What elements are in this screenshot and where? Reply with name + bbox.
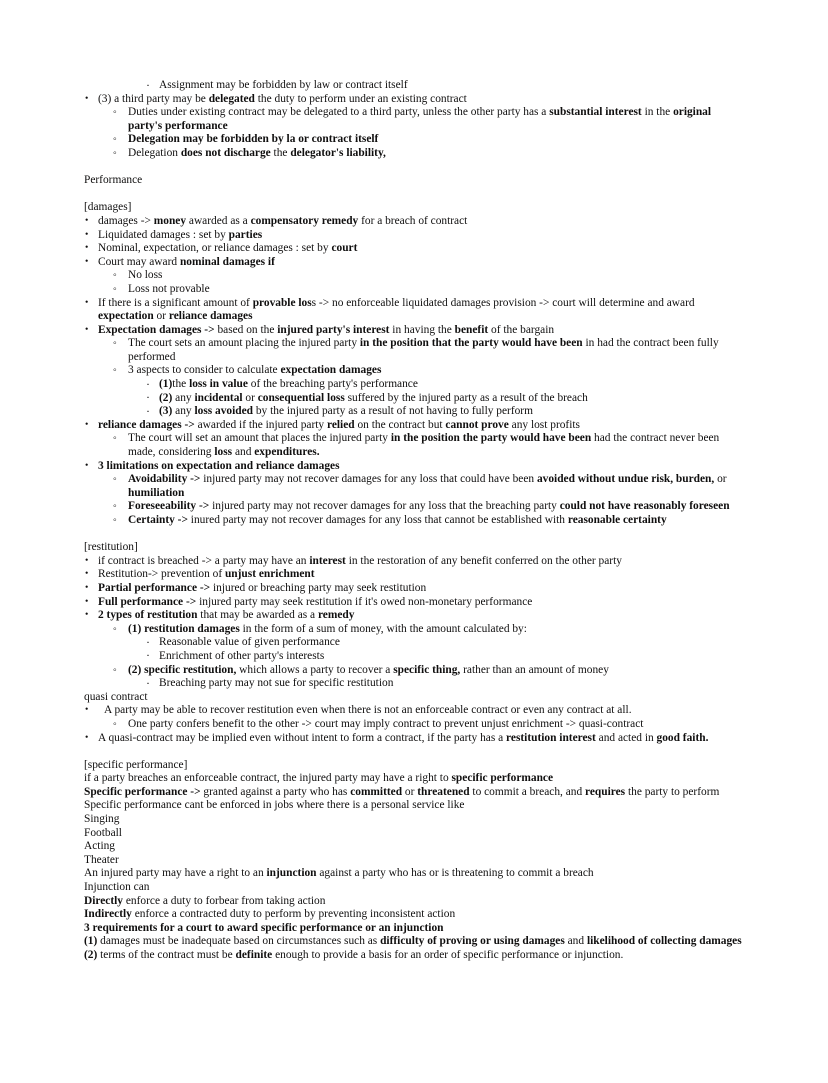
bullet-level1-item: • If there is a significant amount of provable loss -> no enforceable liquidated damages provision -> court will determine and award expectation or reliance damages [84, 297, 748, 324]
bullet-level1-item: • A party may be able to recover restitution even when there is not an enforceable contract or even any contract at all. [84, 704, 748, 718]
bullet-level3-item: · Enrichment of other party's interests [84, 650, 748, 664]
bullet-level2-item: ◦ The court sets an amount placing the injured party in the position that the party would have been in had the contract been fully performed [84, 337, 748, 364]
paragraph-line: [restitution] [84, 541, 138, 554]
bullet-level2-item: ◦ Duties under existing contract may be delegated to a third party, unless the other party has a substantial interest in the original party's performance [84, 106, 748, 133]
bullet-level1-item: • Expectation damages -> based on the injured party's interest in having the benefit of the bargain [84, 324, 748, 338]
blank-line [84, 528, 748, 542]
bullet-level1-item: • Liquidated damages : set by parties [84, 229, 748, 243]
bullet-level3-item: · Reasonable value of given performance [84, 636, 748, 650]
bullet-level1-item: • Nominal, expectation, or reliance damages : set by court [84, 242, 748, 256]
paragraph-line: Performance [84, 174, 143, 187]
bullet-level2-item: ◦ The court will set an amount that places the injured party in the position the party would have been had the contract never been made, considering loss and expenditures. [84, 432, 748, 459]
bullet-level1-item: • 3 limitations on expectation and reliance damages [84, 460, 748, 474]
bullet-level1-item: • 2 types of restitution that may be awarded as a remedy [84, 609, 748, 623]
bullet-level1-item: • Full performance -> injured party may seek restitution if it's owed non-monetary performance [84, 596, 748, 610]
blank-line [84, 188, 748, 202]
paragraph-line: [damages] [84, 201, 132, 214]
bullet-level2-item: ◦ Delegation may be forbidden by la or contract itself [84, 133, 748, 147]
bullet-level2-item: ◦ Certainty -> inured party may not recover damages for any loss that cannot be established with reasonable certainty [84, 514, 748, 528]
bullet-level2-item: ◦ Loss not provable [84, 283, 748, 297]
paragraph-line: Singing [84, 813, 120, 826]
paragraph-line: Directly enforce a duty to forbear from taking action [84, 894, 326, 907]
paragraph-line: Acting [84, 840, 116, 853]
paragraph-line: Specific performance -> granted against a party who has committed or threatened to commit a breach, and requires the party to perform [84, 785, 720, 798]
paragraph-line: quasi contract [84, 690, 148, 703]
paragraph-line: Injunction can [84, 881, 150, 894]
bullet-level2-item: ◦ (2) specific restitution, which allows a party to recover a specific thing, rather than an amount of money [84, 664, 748, 678]
bullet-level2-item: ◦ Delegation does not discharge the delegator's liability, [84, 147, 748, 161]
bullet-level3-item: · Assignment may be forbidden by law or contract itself [84, 79, 748, 93]
bullet-level1-item: • Restitution-> prevention of unjust enrichment [84, 568, 748, 582]
paragraph-line: (1) damages must be inadequate based on circumstances such as difficulty of proving or using damages and likelihood of collecting damages [84, 935, 742, 948]
bullet-level2-item: ◦ Avoidability -> injured party may not recover damages for any loss that could have been avoided without undue risk, burden, or humiliation [84, 473, 748, 500]
bullet-level1-item: • damages -> money awarded as a compensatory remedy for a breach of contract [84, 215, 748, 229]
bullet-level3-item: · Breaching party may not sue for specific restitution [84, 677, 748, 691]
paragraph-line: [specific performance] [84, 758, 188, 771]
bullet-level2-item: ◦ No loss [84, 269, 748, 283]
paragraph-line: Theater [84, 853, 119, 866]
bullet-level2-item: ◦ 3 aspects to consider to calculate expectation damages [84, 364, 748, 378]
paragraph-line: (2) terms of the contract must be definite enough to provide a basis for an order of specific performance or injunction. [84, 949, 624, 961]
blank-line [84, 161, 748, 175]
blank-line [84, 745, 748, 759]
paragraph-line: if a party breaches an enforceable contract, the injured party may have a right to specific performance [84, 772, 554, 785]
bullet-level3-item: · (3) any loss avoided by the injured party as a result of not having to fully perform [84, 405, 748, 419]
bullet-level2-item: ◦ One party confers benefit to the other -> court may imply contract to prevent unjust enrichment -> quasi-contract [84, 718, 748, 732]
bullet-level3-item: · (2) any incidental or consequential loss suffered by the injured party as a result of the breach [84, 392, 748, 406]
paragraph-line: Specific performance cant be enforced in jobs where there is a personal service like [84, 799, 465, 812]
paragraph-line: Football [84, 826, 122, 839]
paragraph-line: An injured party may have a right to an injunction against a party who has or is threatening to commit a breach [84, 867, 594, 880]
bullet-level3-item: · (1)the loss in value of the breaching party's performance [84, 378, 748, 392]
notes-body [84, 79, 748, 963]
bullet-level2-item: ◦ Foreseeability -> injured party may not recover damages for any loss that the breaching party could not have reasonably foreseen [84, 500, 748, 514]
bullet-level1-item: • A quasi-contract may be implied even without intent to form a contract, if the party has a restitution interest and acted in good faith. [84, 732, 748, 746]
bullet-level1-item: • reliance damages -> awarded if the injured party relied on the contract but cannot prove any lost profits [84, 419, 748, 433]
bullet-level2-item: ◦ (1) restitution damages in the form of a sum of money, with the amount calculated by: [84, 623, 748, 637]
paragraph-line: 3 requirements for a court to award specific performance or an injunction [84, 921, 444, 934]
bullet-level1-item: • (3) a third party may be delegated the duty to perform under an existing contract [84, 93, 748, 107]
paragraph-line: Indirectly enforce a contracted duty to perform by preventing inconsistent action [84, 908, 456, 921]
bullet-level1-item: • if contract is breached -> a party may have an interest in the restoration of any benefit conferred on the other party [84, 555, 748, 569]
bullet-level1-item: • Partial performance -> injured or breaching party may seek restitution [84, 582, 748, 596]
bullet-level1-item: • Court may award nominal damages if [84, 256, 748, 270]
